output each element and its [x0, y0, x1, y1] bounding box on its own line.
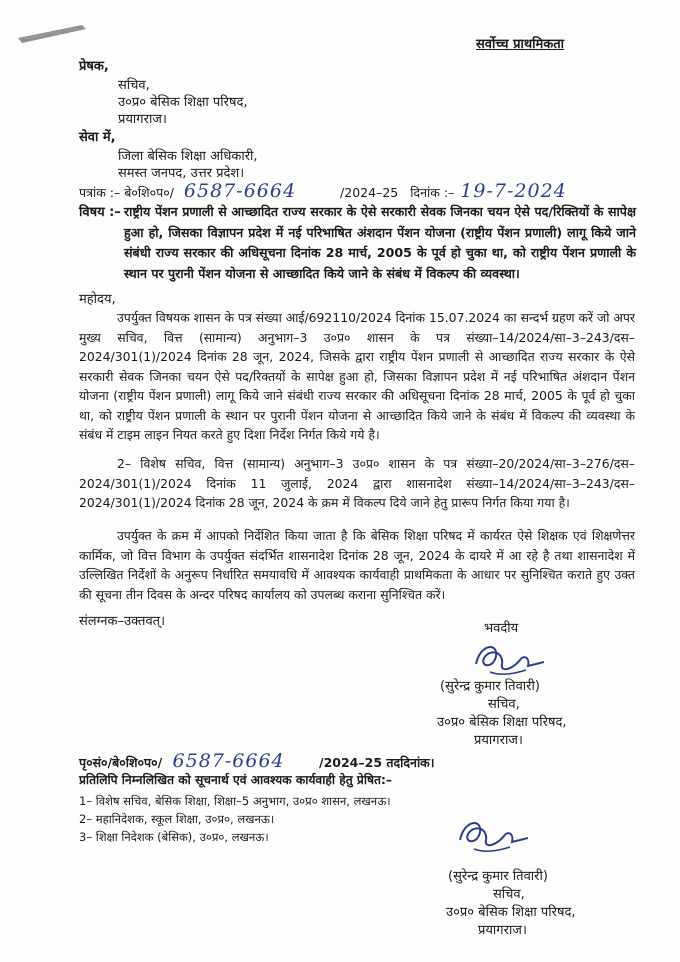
closing-bhavdiya: भवदीय: [484, 621, 519, 636]
subject-text: राष्ट्रीय पेंशन प्रणाली से आच्छादित राज्य सरकार के ऐसे सरकारी सेवक जिनका चयन ऐसे पद/रिक्तियों के सापेक्ष हुआ हो, जिसका विज्ञापन प्रदेश में नई परिभाषित अंशदान पेंशन योजना (राष्ट्रीय पेंशन प्रणाली) लागू किये जाने संबंधी राज्य सरकार की अधिसूचना दिनांक 28 मार्च, 2005 के पूर्व हो चुका था, को राष्ट्रीय पेंशन प्रणाली के स्थान पर पुरानी पेंशन योजना से आच्छादित किये जाने के संबंध में विकल्प की व्यवस्था।: [124, 204, 636, 281]
endorsement-item-1: 1– विशेष सचिव, बेसिक शिक्षा, शिक्षा–5 अनुभाग, उ०प्र० शासन, लखनऊ।: [79, 794, 391, 808]
paper-clip-mark: [16, 22, 88, 46]
endorsement-prefix: पृ०सं०/बे०शि०प०/: [79, 755, 163, 770]
recipient-line2: समस्त जनपद, उत्तर प्रदेश।: [118, 166, 245, 181]
body-paragraph-1: उपर्युक्त विषयक शासन के पत्र संख्या आई/692110/2024 दिनांक 15.07.2024 का सन्दर्भ ग्रहण करें जो अपर मुख्य सचिव, वित्त (सामान्य) अनुभाग–3 उ०प्र० शासन के पत्र संख्या–14/2024/सा–3–243/दस–2024/301(1)/2024 दिनांक 28 जून, 2024, जिसके द्वारा राष्ट्रीय पेंशन प्रणाली से आच्छादित राज्य सरकार के ऐसे सरकारी सेवक जिनका चयन ऐसे पद/रिक्तयों के सापेक्ष हुआ हो, जिसका विज्ञापन प्रदेश में नई परिभाषित अंशदान पेंशन योजना (राष्ट्रीय पेंशन प्रणाली) लागू किये जाने संबंधी राज्य सरकार की अधिसूचना दिनांक 28 मार्च, 2005 के पूर्व हो चुका था, को राष्ट्रीय पेंशन प्रणाली के स्थान पर पुरानी पेंशन योजना से आच्छादित किये जाने के संबंध में विकल्प की व्यवस्था के संबंध में टाइम लाइन नियत करते हुए दिशा निर्देश निर्गत किये गये है।: [79, 310, 635, 442]
endorsement-suffix: /2024–25 तददिनांक।: [319, 755, 435, 770]
subject-label: विषय :–: [79, 205, 121, 220]
body-paragraph-2: 2– विशेष सचिव, वित्त (सामान्य) अनुभाग–3 उ०प्र० शासन के पत्र संख्या–20/2024/सा–3–276/दस–2024/301(1)/2024 दिनांक 11 जुलाई, 2024 द्वारा शासनादेश संख्या–14/2024/सा–3–243/दस–2024/301(1)/2024 दिनांक 28 जून, 2024 के क्रम में विकल्प दिये जाने हेतु प्रारूप निर्गत किया गया है।: [79, 456, 635, 510]
endorsement-heading: प्रतिलिपि निम्नलिखित को सूचनार्थ एवं आवश्यक कार्यवाही हेतु प्रेषित:–: [79, 773, 392, 787]
reference-date-handwritten: 19-7-2024: [460, 180, 567, 202]
recipient-label: सेवा में,: [79, 130, 116, 145]
signatory-1-office: उ०प्र० बेसिक शिक्षा परिषद,: [437, 715, 567, 730]
endorsement-line: [79, 750, 435, 774]
signature-1-image: [470, 638, 550, 680]
recipient-line1: जिला बेसिक शिक्षा अधिकारी,: [118, 149, 258, 164]
endorsement-item-2: 2– महानिदेशक, स्कूल शिक्षा, उ०प्र०, लखनऊ।: [79, 812, 275, 826]
body-paragraph-3: उपर्युक्त के क्रम में आपको निर्देशित किया जाता है कि बेसिक शिक्षा परिषद में कार्यरत ऐसे शिक्षक एवं शिक्षणेत्तर कार्मिक, जो वित्त विभाग के उपर्युक्त संदर्भित शासनादेश दिनांक 28 जून, 2024 के दायरे में आ रहे है तथा शासनादेश में उल्लिखित निर्देशों के अनुरूप निर्धारित समयावधि में आवश्यक कार्यवाही प्राथमिकता के आधार पर सुनिश्चित कराते हुए उक्त की सूचना तीन दिवस के अन्दर परिषद कार्यालय को उपलब्ध कराना सुनिश्चित करें।: [79, 528, 635, 602]
reference-year: /2024–25: [340, 185, 399, 200]
endorsement-item-3: 3– शिक्षा निदेशक (बेसिक), उ०प्र०, लखनऊ।: [79, 830, 269, 844]
signatory-2-office: उ०प्र० बेसिक शिक्षा परिषद,: [446, 905, 576, 920]
sender-line2: उ०प्र० बेसिक शिक्षा परिषद,: [118, 95, 248, 110]
signatory-2-place: प्रयागराज।: [478, 923, 527, 938]
sender-line3: प्रयागराज।: [118, 112, 167, 127]
signature-2-image: [452, 812, 532, 858]
sender-line1: सचिव,: [118, 78, 150, 93]
reference-prefix: पत्रांक :– बे०शि०प०/: [79, 185, 174, 200]
reference-date-label: दिनांक :–: [410, 185, 455, 200]
endorsement-number-handwritten: 6587-6664: [172, 750, 285, 772]
reference-line: [79, 180, 567, 204]
signatory-1-place: प्रयागराज।: [474, 733, 523, 748]
reference-number-handwritten: 6587-6664: [183, 180, 297, 202]
priority-heading: सर्वोच्च प्राथमिकता: [476, 37, 565, 52]
signatory-1-name: (सुरेन्द्र कुमार तिवारी): [440, 679, 540, 694]
signatory-1-designation: सचिव,: [488, 697, 520, 712]
sender-label: प्रेषक,: [79, 59, 109, 74]
signatory-2-designation: सचिव,: [493, 887, 525, 902]
enclosure-note: संलग्नक–उक्तवत्।: [79, 614, 166, 629]
signatory-2-name: (सुरेन्द्र कुमार तिवारी): [448, 869, 548, 884]
salutation: महोदय,: [79, 292, 116, 307]
